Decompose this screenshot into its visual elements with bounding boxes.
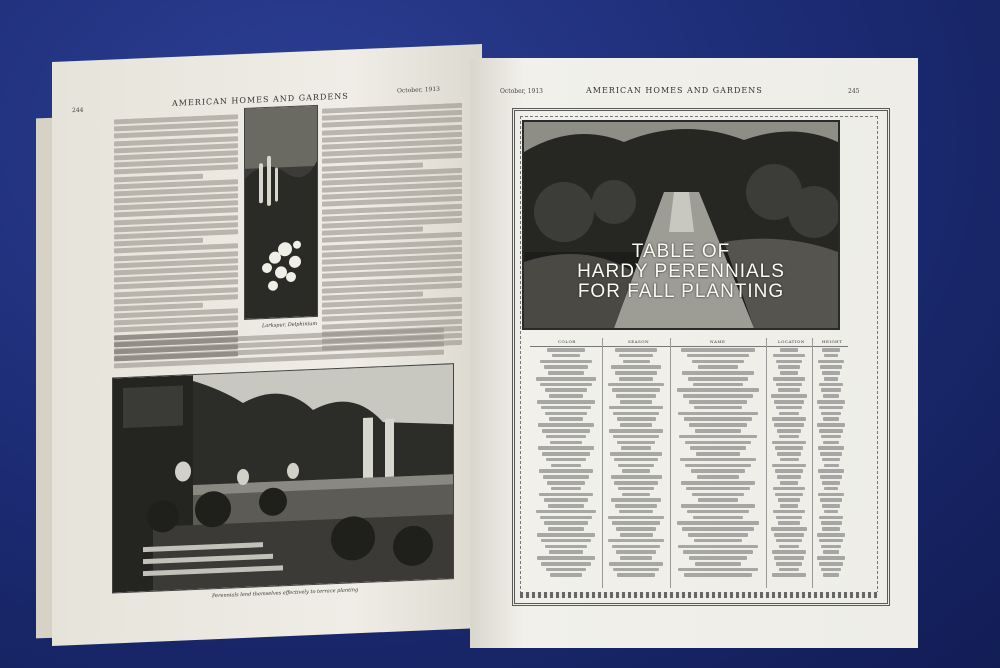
table-cell	[677, 521, 760, 525]
table-cell	[778, 388, 799, 392]
table-cell	[824, 487, 838, 491]
table-cell	[823, 441, 839, 445]
table-cell	[775, 493, 802, 497]
header-season: SEASON	[628, 339, 650, 344]
table-cell	[774, 556, 804, 560]
table-cell	[549, 394, 584, 398]
right-page-number: 245	[848, 88, 860, 95]
table-cell	[542, 452, 589, 456]
table-cell	[683, 550, 753, 554]
table-cell	[778, 521, 800, 525]
table-cell	[539, 493, 592, 497]
table-cell	[551, 487, 580, 491]
table-cell	[538, 423, 595, 427]
table-cell	[537, 533, 596, 537]
table-cell	[546, 568, 587, 572]
table-cell	[684, 417, 753, 421]
table-cell	[821, 388, 842, 392]
table-cell	[611, 498, 661, 502]
table-cell	[698, 365, 738, 369]
table-cell	[780, 458, 799, 462]
table-cell	[821, 545, 841, 549]
terrace-photo	[112, 363, 454, 593]
column-rule	[670, 338, 671, 588]
table-cell	[693, 383, 742, 387]
table-cell	[819, 539, 843, 543]
table-cell	[544, 521, 588, 525]
table-cell	[818, 469, 844, 473]
table-cell	[680, 458, 757, 462]
table-cell	[777, 452, 801, 456]
table-cell	[695, 562, 742, 566]
left-running-head: AMERICAN HOMES AND GARDENS	[172, 91, 349, 108]
table-cell	[818, 446, 845, 450]
header-color: COLOR	[558, 339, 576, 344]
table-cell	[817, 556, 845, 560]
table-cell	[779, 412, 800, 416]
table-cell	[549, 417, 582, 421]
table-cell	[689, 556, 747, 560]
table-cell	[776, 516, 803, 520]
table-cell	[550, 441, 582, 445]
table-cell	[546, 458, 585, 462]
table-cell	[537, 556, 595, 560]
table-cell	[617, 573, 655, 577]
table-cell	[552, 354, 581, 358]
table-cell	[694, 539, 742, 543]
column-rule	[602, 338, 603, 588]
header-location: LOCATION	[778, 339, 805, 344]
table-cell	[685, 441, 752, 445]
table-cell	[776, 360, 803, 364]
table-cell	[616, 550, 656, 554]
table-cell	[684, 573, 752, 577]
table-cell	[547, 348, 584, 352]
table-cell	[544, 365, 588, 369]
table-cell	[697, 475, 739, 479]
table-cell	[622, 493, 650, 497]
table-cell	[609, 406, 664, 410]
table-cell	[682, 527, 753, 531]
table-cell	[771, 394, 806, 398]
table-cell	[615, 348, 658, 352]
left-column-text	[114, 114, 238, 371]
table-cell	[819, 562, 843, 566]
table-cell	[819, 383, 844, 387]
table-cell	[775, 446, 804, 450]
table-cell	[778, 365, 800, 369]
header-name: NAME	[710, 339, 726, 344]
table-cell	[681, 504, 754, 508]
table-cell	[541, 539, 592, 543]
table-cell	[611, 365, 660, 369]
table-cell	[678, 545, 759, 549]
table-cell	[539, 469, 593, 473]
table-cell	[772, 573, 806, 577]
table-cell	[686, 487, 749, 491]
table-cell	[779, 568, 799, 572]
table-cell	[546, 435, 586, 439]
table-cell	[620, 400, 652, 404]
table-cell	[822, 481, 840, 485]
table-cell	[615, 371, 656, 375]
table-cell	[683, 394, 753, 398]
table-cell	[622, 469, 651, 473]
table-cell	[541, 562, 590, 566]
name-column	[674, 348, 762, 588]
table-cell	[823, 417, 839, 421]
table-cell	[616, 527, 657, 531]
table-cell	[780, 481, 798, 485]
column-rule	[812, 338, 813, 588]
title-line-2: HARDY PERENNIALS	[577, 261, 785, 282]
right-running-head: AMERICAN HOMES AND GARDENS	[586, 86, 763, 95]
table-cell	[821, 435, 841, 439]
table-cell	[610, 452, 662, 456]
title-line-3: FOR FALL PLANTING	[577, 281, 785, 302]
table-cell	[623, 360, 650, 364]
table-cell	[678, 412, 758, 416]
delphinium-caption: Larkspur, Delphinium	[262, 320, 318, 330]
table-cell	[780, 504, 797, 508]
table-cell	[677, 388, 759, 392]
table-cell	[543, 475, 589, 479]
table-cell	[611, 475, 662, 479]
table-cell	[609, 562, 663, 566]
table-cell	[678, 568, 757, 572]
table-cell	[620, 556, 652, 560]
table-cell	[772, 417, 807, 421]
table-cell	[549, 550, 583, 554]
table-cell	[773, 487, 805, 491]
table-cell	[619, 377, 653, 381]
left-page-date: October, 1913	[397, 85, 440, 95]
table-cell	[617, 441, 655, 445]
table-cell	[689, 423, 746, 427]
table-cell	[692, 360, 743, 364]
table-cell	[822, 504, 840, 508]
table-cell	[822, 348, 840, 352]
table-cell	[545, 412, 587, 416]
table-cell	[779, 545, 800, 549]
table-cell	[542, 429, 591, 433]
table-cell	[823, 394, 840, 398]
table-cell	[691, 469, 745, 473]
table-cell	[541, 406, 591, 410]
table-cell	[618, 464, 655, 468]
table-cell	[822, 527, 839, 531]
table-cell	[613, 412, 660, 416]
table-cell	[779, 435, 799, 439]
location-column	[770, 348, 808, 588]
table-cell	[773, 510, 805, 514]
table-cell	[774, 533, 805, 537]
table-cell	[609, 429, 662, 433]
table-cell	[819, 429, 842, 433]
table-cell	[775, 469, 803, 473]
table-cell	[681, 481, 756, 485]
table-cell	[774, 423, 804, 427]
table-cell	[772, 464, 805, 468]
table-cell	[540, 383, 591, 387]
table-cell	[613, 435, 659, 439]
table-cell	[780, 371, 797, 375]
table-cell	[682, 371, 754, 375]
table-cell	[608, 539, 663, 543]
table-cell	[824, 510, 838, 514]
table-cell	[690, 446, 745, 450]
table-cell	[619, 510, 653, 514]
table-cell	[696, 452, 740, 456]
table-cell	[822, 371, 839, 375]
table-cell	[771, 527, 807, 531]
season-column	[606, 348, 666, 588]
table-cell	[550, 573, 583, 577]
table-cell	[772, 441, 806, 445]
table-cell	[545, 388, 588, 392]
table-cell	[820, 475, 842, 479]
table-cell	[818, 360, 843, 364]
table-cell	[538, 446, 594, 450]
table-cell	[821, 521, 842, 525]
color-column	[534, 348, 598, 588]
table-cell	[613, 568, 659, 572]
table-cell	[612, 521, 661, 525]
table-cell	[620, 533, 653, 537]
table-cell	[547, 481, 585, 485]
table-cell	[817, 533, 845, 537]
table-cell	[780, 348, 798, 352]
table-cell	[688, 377, 749, 381]
table-cell	[692, 493, 744, 497]
table-cell	[820, 498, 842, 502]
table-cell	[544, 498, 589, 502]
table-cell	[777, 429, 802, 433]
table-cell	[551, 464, 582, 468]
height-column	[816, 348, 846, 588]
table-cell	[818, 493, 844, 497]
table-cell	[776, 562, 801, 566]
table-cell	[621, 446, 651, 450]
table-cell	[620, 423, 651, 427]
table-cell	[687, 354, 749, 358]
title-line-1: TABLE OF	[631, 241, 731, 262]
table-cell	[687, 510, 749, 514]
table-cell	[774, 400, 804, 404]
table-cell	[614, 458, 658, 462]
table-cell	[777, 475, 800, 479]
delphinium-photo	[244, 105, 318, 320]
table-cell	[615, 504, 657, 508]
table-cell	[548, 504, 584, 508]
table-cell	[536, 377, 596, 381]
table-cell	[772, 550, 807, 554]
table-cell	[824, 354, 838, 358]
table-cell	[821, 568, 841, 572]
table-cell	[685, 464, 750, 468]
table-cell	[817, 400, 845, 404]
table-cell	[608, 516, 664, 520]
table-cell	[612, 545, 659, 549]
table-cell	[548, 371, 584, 375]
table-cell	[823, 550, 840, 554]
table-cell	[619, 354, 654, 358]
column-rule	[766, 338, 767, 588]
table-cell	[773, 354, 805, 358]
right-column-text	[322, 103, 462, 359]
header-height: HEIGHT	[822, 339, 843, 344]
perennials-table	[530, 338, 848, 592]
table-cell	[540, 360, 592, 364]
table-cell	[776, 383, 802, 387]
terrace-caption: Perennials lend themselves effectively to terrace planting	[212, 587, 359, 600]
table-cell	[689, 400, 748, 404]
table-cell	[608, 383, 664, 387]
table-title	[536, 242, 826, 302]
table-bottom-border	[520, 592, 880, 598]
table-cell	[617, 417, 656, 421]
table-cell	[824, 464, 839, 468]
table-cell	[773, 377, 804, 381]
table-cell	[688, 533, 748, 537]
table-cell	[616, 394, 656, 398]
table-cell	[618, 487, 653, 491]
table-cell	[819, 406, 843, 410]
table-cell	[693, 516, 743, 520]
left-page	[52, 44, 482, 646]
table-cell	[823, 573, 839, 577]
table-cell	[536, 510, 596, 514]
right-page-date: October, 1913	[500, 88, 543, 95]
table-cell	[540, 516, 592, 520]
table-header-row	[530, 338, 848, 347]
table-cell	[614, 481, 657, 485]
table-cell	[821, 412, 841, 416]
table-cell	[695, 429, 741, 433]
table-cell	[681, 348, 755, 352]
table-cell	[612, 388, 660, 392]
table-cell	[537, 400, 595, 404]
table-cell	[819, 516, 844, 520]
table-cell	[698, 498, 738, 502]
table-cell	[545, 545, 587, 549]
table-cell	[694, 406, 742, 410]
table-cell	[548, 527, 583, 531]
table-cell	[820, 365, 841, 369]
table-cell	[817, 423, 844, 427]
table-cell	[776, 539, 802, 543]
table-cell	[679, 435, 757, 439]
table-cell	[820, 452, 843, 456]
table-cell	[778, 498, 800, 502]
table-cell	[822, 458, 841, 462]
table-cell	[776, 406, 801, 410]
left-page-number: 244	[72, 106, 84, 115]
table-cell	[824, 377, 838, 381]
